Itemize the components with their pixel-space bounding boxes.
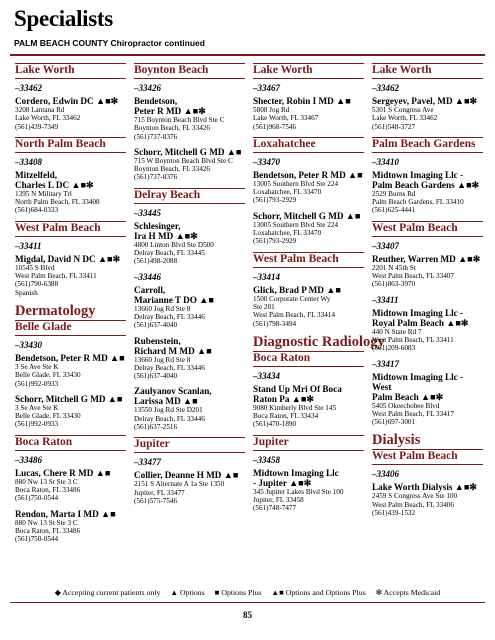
page-subtitle: PALM BEACH COUNTY Chiropractor continued <box>14 38 205 48</box>
directory-columns <box>15 63 483 568</box>
provider-detail: 2201 N 45th St <box>372 263 416 272</box>
zip-code-heading: –33486 <box>15 454 42 465</box>
provider-name: Zaulyanov Scanlan, <box>134 386 212 397</box>
zip-code-heading: –33458 <box>253 454 280 465</box>
provider-detail: 13005 Southern Blvd Ste 224 <box>253 179 339 188</box>
provider-entry <box>253 468 364 513</box>
legend <box>0 588 495 597</box>
provider-entry <box>134 386 245 431</box>
provider-entry <box>134 147 245 182</box>
provider-entry <box>372 482 483 517</box>
provider-detail: 13005 Southern Blvd Ste 224 <box>253 220 339 229</box>
provider-detail: West Palm Beach, FL 33411 <box>372 335 454 344</box>
provider-name: Schorr, Mitchell G MD ▲■ <box>15 393 123 404</box>
provider-name: Bendetson, Peter R MD ▲■ <box>253 169 363 180</box>
provider-detail: (561)498-2088 <box>134 257 178 266</box>
provider-name: - Jupiter ▲■✻ <box>253 477 312 488</box>
provider-detail: 3208 Lantana Rd <box>15 106 65 114</box>
provider-entry <box>134 336 245 381</box>
city-heading: Lake Worth <box>15 63 126 79</box>
provider-detail: (561)992-0933 <box>15 420 59 429</box>
provider-name: Bendetson, Peter R MD ▲■ <box>15 352 125 363</box>
city-heading: Boynton Beach <box>134 63 245 79</box>
provider-name: Midtown Imaging Llc - West <box>372 371 464 392</box>
column-2 <box>134 63 245 568</box>
city-heading: Jupiter <box>253 435 364 451</box>
provider-entry <box>134 470 245 505</box>
provider-detail: Lake Worth, FL 33462 <box>372 114 438 123</box>
provider-detail: 715 Boynton Beach Blvd Ste C <box>134 116 225 124</box>
provider-detail: Delray Beach, FL 33445 <box>134 249 205 258</box>
city-heading: Delray Beach <box>134 188 245 204</box>
provider-detail: Delray Beach, FL 33446 <box>134 363 205 372</box>
city-heading: West Palm Beach <box>15 221 126 237</box>
provider-detail: Boca Raton, FL 33434 <box>253 412 319 421</box>
provider-name: Midtown Imaging Llc - <box>372 169 464 180</box>
provider-name: Collier, Deanne H MD ▲■ <box>134 470 239 481</box>
provider-entry <box>15 394 126 429</box>
provider-name: Lucas, Chere R MD ▲■ <box>15 467 111 478</box>
zip-code-heading: –33477 <box>134 457 161 468</box>
provider-detail: (561)798-3494 <box>253 319 297 328</box>
provider-detail: Lake Worth, FL 33467 <box>253 114 319 123</box>
zip-code-heading: –33462 <box>15 83 42 93</box>
provider-detail: Palm Beach Gardens, FL 33410 <box>372 198 464 207</box>
provider-detail: (561)793-2929 <box>253 196 297 205</box>
provider-detail: 10545 S Blvd <box>15 263 55 272</box>
provider-detail: 1395 N Military Trl <box>15 189 72 198</box>
provider-name: Marianne T DO ▲■ <box>134 294 214 305</box>
page-number: 85 <box>243 610 252 620</box>
provider-name: Ira H MD ▲■✻ <box>134 230 198 241</box>
provider-detail: Boynton Beach, FL 33426 <box>134 124 210 133</box>
provider-detail: (561)548-3727 <box>372 122 416 131</box>
provider-entry <box>253 96 364 131</box>
provider-detail: 5808 Jog Rd <box>253 106 290 114</box>
zip-code-heading: –33411 <box>372 294 399 305</box>
zip-code-heading: –33414 <box>253 271 280 282</box>
provider-name: Migdal, David N DC ▲■✻ <box>15 253 121 264</box>
specialty-heading: Diagnostic Radiology <box>253 333 385 350</box>
provider-detail: 13660 Jog Rd Ste 8 <box>134 355 191 364</box>
provider-detail: (561)793-2929 <box>253 237 297 246</box>
zip-code-heading: –33410 <box>372 156 399 167</box>
provider-name: Raton Pa ▲■✻ <box>253 393 315 404</box>
provider-entry <box>372 96 483 131</box>
zip-code-heading: –33407 <box>372 240 399 251</box>
provider-entry <box>372 170 483 215</box>
zip-code-heading: –33430 <box>15 339 42 350</box>
provider-detail: Loxahatchee, FL 33470 <box>253 229 322 238</box>
provider-detail: (561)575-7546 <box>134 496 178 505</box>
provider-detail: West Palm Beach, FL 33407 <box>372 272 454 281</box>
city-heading: Boca Raton <box>253 351 364 367</box>
column-4 <box>372 63 483 568</box>
legend-options-and-plus: ▲■ Options and Options Plus <box>271 588 366 597</box>
city-heading: Belle Glade <box>15 320 126 336</box>
provider-name: Sergeyev, Pavel, MD ▲■✻ <box>372 96 478 106</box>
provider-detail: (561)750-0544 <box>15 535 59 544</box>
provider-name: Midtown Imaging Llc - <box>372 307 464 318</box>
provider-name: Stand Up Mri Of Boca <box>253 383 342 394</box>
provider-entry <box>134 285 245 330</box>
provider-detail: 5301 S Congress Ave <box>372 106 434 114</box>
provider-entry <box>253 384 364 429</box>
provider-detail: 3 Se Ave Ste K <box>15 362 59 371</box>
city-heading: Jupiter <box>134 437 245 453</box>
provider-detail: (561)737-8376 <box>134 173 178 182</box>
legend-options-plus: ■ Options Plus <box>214 588 262 597</box>
legend-accepting-current: ◆ Accepting current patients only <box>54 588 161 597</box>
provider-detail: Spanish <box>15 288 38 297</box>
city-heading: West Palm Beach <box>372 449 483 465</box>
provider-entry <box>372 254 483 289</box>
provider-detail: West Palm Beach, FL 33417 <box>372 409 454 418</box>
provider-name: Reuther, Warren MD ▲■✻ <box>372 253 481 264</box>
provider-name: Bendetson, <box>134 96 178 106</box>
provider-entry <box>253 170 364 205</box>
provider-entry <box>372 308 483 353</box>
provider-detail: (561)439-7349 <box>15 122 59 131</box>
provider-name: Larissa MD ▲■ <box>134 396 198 407</box>
city-heading: West Palm Beach <box>253 252 364 268</box>
provider-detail: Lake Worth, FL 33462 <box>15 114 81 123</box>
provider-detail: Jupiter, FL 33477 <box>134 488 185 497</box>
provider-name: Charles L DC ▲■✻ <box>15 179 94 190</box>
provider-detail: 3 Se Ave Ste K <box>15 403 59 412</box>
zip-code-heading: –33426 <box>134 83 161 93</box>
provider-detail: (561)697-3001 <box>372 418 416 427</box>
provider-detail: 715 W Boynton Beach Blvd Ste C <box>134 156 233 165</box>
provider-detail: West Palm Beach, FL 33414 <box>253 311 335 320</box>
provider-detail: (561)209-6083 <box>372 344 416 353</box>
provider-detail: 9080 Kimberly Blvd Ste 145 <box>253 403 337 412</box>
provider-name: Schlesinger, <box>134 220 181 231</box>
provider-detail: (561)637-4040 <box>134 372 178 381</box>
legend-accepts-medicaid: ✻ Accepts Medicaid <box>375 588 441 597</box>
provider-name: Royal Palm Beach ▲■✻ <box>372 317 469 328</box>
provider-detail: 2459 S Congress Ave Ste 100 <box>372 492 458 501</box>
specialty-heading: Dialysis <box>372 432 421 449</box>
provider-detail: Loxahatchee, FL 33470 <box>253 188 322 197</box>
provider-name: Rendon, Marta I MD ▲■ <box>15 508 116 519</box>
zip-code-heading: –33408 <box>15 156 42 167</box>
provider-detail: Boynton Beach, FL 33426 <box>134 165 210 174</box>
provider-detail: 4800 Linton Blvd Ste D500 <box>134 240 214 249</box>
zip-code-heading: –33467 <box>253 83 280 93</box>
provider-detail: (561)737-8376 <box>134 132 178 141</box>
provider-detail: (561)863-3970 <box>372 280 416 289</box>
provider-detail: 345 Jupiter Lakes Blvd Ste 100 <box>253 487 344 496</box>
provider-name: Peter R MD ▲■✻ <box>134 106 206 116</box>
header-rule <box>10 54 485 56</box>
provider-name: Shecter, Robin I MD ▲■ <box>253 96 351 106</box>
provider-detail: 880 Nw 13 St Ste 3 C <box>15 477 78 486</box>
specialty-heading: Dermatology <box>15 302 96 319</box>
provider-name: Midtown Imaging Llc <box>253 467 339 478</box>
city-heading: Palm Beach Gardens <box>372 137 483 153</box>
provider-detail: 880 Nw 13 St Ste 3 C <box>15 518 78 527</box>
provider-entry <box>15 170 126 215</box>
provider-detail: 2529 Burns Rd <box>372 189 416 198</box>
city-heading: Lake Worth <box>372 63 483 79</box>
provider-entry <box>15 254 126 297</box>
provider-name: Rubenstein, <box>134 335 181 346</box>
provider-detail: Jupiter, FL 33458 <box>253 496 304 505</box>
zip-code-heading: –33417 <box>372 358 399 369</box>
zip-code-heading: –33411 <box>15 240 42 251</box>
provider-entry <box>372 372 483 427</box>
city-heading: Boca Raton <box>15 435 126 451</box>
provider-detail: Boca Raton, FL 33486 <box>15 526 81 535</box>
zip-code-heading: –33470 <box>253 156 280 167</box>
provider-detail: 5405 Okeechobee Blvd <box>372 401 440 410</box>
provider-detail: (561)439-1532 <box>372 509 416 518</box>
page-title: Specialists <box>14 6 113 31</box>
zip-code-heading: –33406 <box>372 469 399 480</box>
zip-code-heading: –33462 <box>372 83 399 93</box>
provider-entry <box>15 468 126 503</box>
provider-detail: North Palm Beach, FL 33408 <box>15 198 100 207</box>
provider-detail: West Palm Beach, FL 33411 <box>15 272 97 281</box>
zip-code-heading: –33445 <box>134 207 161 218</box>
provider-detail: Delray Beach, FL 33446 <box>134 312 205 321</box>
provider-detail: (561)748-7477 <box>253 504 297 513</box>
provider-detail: (561)790-6388 <box>15 280 59 289</box>
provider-detail: (561)684-0333 <box>15 206 59 215</box>
zip-code-heading: –33446 <box>134 271 161 282</box>
column-3 <box>253 63 385 568</box>
provider-detail: 13660 Jog Rd Ste 8 <box>134 304 191 313</box>
provider-detail: 440 N State Rd 7 <box>372 327 422 336</box>
provider-detail: (561)992-0933 <box>15 379 59 388</box>
city-heading: West Palm Beach <box>372 221 483 237</box>
provider-name: Palm Beach Gardens ▲■✻ <box>372 179 480 190</box>
provider-entry <box>134 96 245 141</box>
provider-name: Mitzelfeld, <box>15 169 58 180</box>
provider-detail: Delray Beach, FL 33446 <box>134 414 205 423</box>
provider-entry <box>134 221 245 266</box>
legend-options: ▲ Options <box>170 588 205 597</box>
provider-name: Glick, Brad P MD ▲■ <box>253 284 341 295</box>
provider-name: Schorr, Mitchell G MD ▲■ <box>134 146 242 157</box>
provider-name: Schorr, Mitchell G MD ▲■ <box>253 210 361 221</box>
city-heading: Loxahatchee <box>253 137 364 153</box>
provider-entry <box>15 509 126 544</box>
provider-detail: 13550 Jog Rd Ste D201 <box>134 406 203 415</box>
provider-name: Cordero, Edwin DC ▲■✻ <box>15 96 119 106</box>
zip-code-heading: –33434 <box>253 370 280 381</box>
provider-entry <box>253 211 364 246</box>
provider-detail: (561)968-7546 <box>253 122 297 131</box>
provider-entry <box>253 285 364 328</box>
provider-detail: (561)625-4441 <box>372 206 416 215</box>
city-heading: North Palm Beach <box>15 137 126 153</box>
provider-detail: 2151 S Alternate A 1a Ste 1350 <box>134 480 225 489</box>
provider-detail: Boca Raton, FL 33486 <box>15 486 81 495</box>
provider-name: Palm Beach ▲■✻ <box>372 391 444 402</box>
provider-detail: (561)637-2516 <box>134 423 178 432</box>
footer-rule <box>10 602 485 603</box>
provider-entry <box>15 353 126 388</box>
column-1 <box>15 63 126 568</box>
provider-name: Lake Worth Dialysis ▲■✻ <box>372 482 478 493</box>
provider-detail: 1500 Corporate Center Wy <box>253 294 331 303</box>
provider-detail: Belle Glade, FL 33430 <box>15 412 81 421</box>
provider-detail: (561)750-0544 <box>15 494 59 503</box>
city-heading: Lake Worth <box>253 63 364 79</box>
provider-detail: Ste 201 <box>253 302 275 311</box>
provider-name: Richard M MD ▲■ <box>134 345 212 356</box>
provider-detail: West Palm Beach, FL 33406 <box>372 500 454 509</box>
provider-name: Carroll, <box>134 284 166 295</box>
provider-detail: (561)637-4040 <box>134 321 178 330</box>
provider-detail: Belle Glade, FL 33430 <box>15 371 81 380</box>
provider-entry <box>15 96 126 131</box>
provider-detail: (561)470-1890 <box>253 420 297 429</box>
